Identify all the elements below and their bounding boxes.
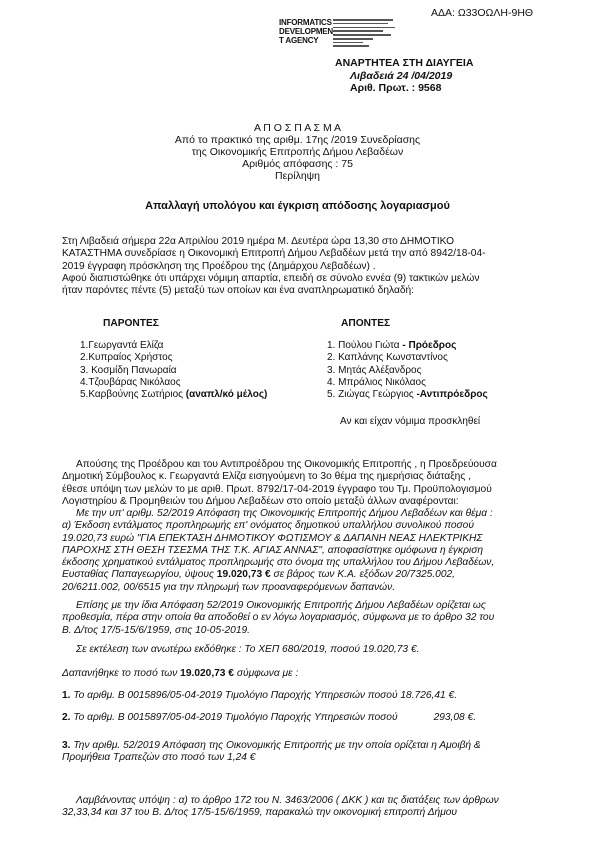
present-member: 2.Κυπραίος Χρήστος: [80, 352, 173, 364]
informatics-development-agency-logo: [279, 18, 399, 56]
final-line: Λαμβάνοντας υπόψη : α) το άρθρο 172 του Ν. 3463/2006 ( ΔΚΚ ) και τις διατάξεις των άρθρων: [76, 795, 499, 806]
extract-title: Α Π Ο Σ Π Α Σ Μ Α: [253, 122, 342, 134]
quote-line: έκδοσης χρηματικού εντάλματος προπληρωμής στο όνομα της υπαλλήλου του Δήμου Λεβαδέων,: [62, 557, 495, 569]
final-paragraph: [62, 795, 538, 820]
vice-president-role: -Αντιπρόεδρος: [413, 389, 488, 401]
absent-member-name: 1. Πούλου Γιώτα: [327, 340, 400, 351]
logo-line-2: DEVELOPMEN: [279, 27, 334, 36]
item-text: Το αριθμ. Β 0015896/05-04-2019 Τιμολόγιο Παροχής Υπηρεσιών ποσού 18.726,41 €.: [73, 690, 458, 701]
quote-line: Με την υπ' αριθμ. 52/2019 Απόφαση της Οικονομικής Επιτροπής Δήμου Λεβαδέων και θέμα :: [76, 508, 493, 519]
intro-paragraph: [62, 236, 538, 297]
publication-heading: ΑΝΑΡΤΗΤΕΑ ΣΤΗ ΔΙΑΥΓΕΙΑ: [335, 57, 474, 69]
present-list: [80, 340, 267, 401]
issued-line: Σε εκτέλεση των ανωτέρω εκδόθηκε : Το ΧΕΠ 680/2019, ποσού 19.020,73 €.: [76, 644, 420, 655]
item-text: Το αριθμ. Β 0015897/05-04-2019 Τιμολόγιο Παροχής Υπηρεσιών ποσού: [73, 712, 398, 723]
absent-member: 4. Μπράλιος Νικόλαος: [327, 376, 426, 388]
present-member: 3. Κοσμίδη Πανωραία: [80, 364, 177, 376]
intro-line: Αφού διαπιστώθηκε ότι υπάρχει νόμιμη απαρτία, επειδή σε σύνολο εννέα (9) τακτικών μελών: [62, 272, 480, 284]
body-line: έθεσε υπόψη των μελών το με αριθ. Πρωτ. 8792/17-04-2019 έγγραφο του Τμ. Προϋπολογισμού: [62, 483, 492, 495]
body-paragraph: [62, 459, 538, 508]
item-3-line: Προμήθεια Τραπεζών στο ποσό των 1,24 €: [62, 752, 256, 764]
item-1: [62, 690, 538, 702]
present-heading: ΠΑΡΟΝΤΕΣ: [103, 318, 159, 329]
spent-amount: 19.020,73 €: [180, 668, 234, 679]
president-role: - Πρόεδρος: [399, 340, 457, 351]
body-line: Απούσης της Προέδρου και του Αντιπροέδρου της Οικονομικής Επιτροπής , η Προεδρεύουσα: [76, 459, 497, 470]
absent-note: Αν και είχαν νόμιμα προσκληθεί: [340, 416, 481, 427]
quote-line: α) Έκδοση εντάλματος προπληρωμής επ' ονόματος δημοτικού υπαλλήλου συνολικού ποσού: [62, 520, 474, 532]
deadline-line: Επίσης με την ίδια Απόφαση 52/2019 Οικονομικής Επιτροπής Δήμου Λεβαδέων ορίζεται ως: [76, 600, 486, 611]
spent-line: [62, 668, 538, 680]
protocol-number: Αριθ. Πρωτ. : 9568: [350, 82, 442, 94]
final-line: 32,33,34 και 37 του Β. Δ/τος 17/5-15/6/1959, παρακαλώ την οικονομική επιτροπή Δήμου: [62, 807, 458, 819]
item-amount: 293,08 €.: [433, 712, 477, 723]
substitute-note: (αναπλ/κό μέλος): [185, 389, 268, 401]
absent-member: 3. Μητάς Αλέξανδρος: [327, 364, 422, 376]
quote-text: Ευσταθίας Παπαγεωργίου, ύψους: [62, 569, 214, 581]
decision-quote: [62, 508, 538, 594]
subject-title: Απαλλαγή υπολόγου και έγκριση απόδοσης λογαριασμού: [145, 200, 450, 212]
item-number: 2.: [62, 712, 71, 723]
item-number: 1.: [62, 690, 71, 701]
quote-text: σε βάρος των Κ.Α. εξόδων 20/7325.002,: [273, 569, 455, 581]
present-member-5: [80, 389, 267, 401]
ada-code: ΑΔΑ: Ω33ΟΩΛΗ-9ΗΘ: [431, 7, 534, 19]
intro-line: ήταν παρόντες πέντε (5) μεταξύ των οποίων και ένα αναπληρωματικό δηλαδή:: [62, 285, 415, 297]
absent-member-5: [327, 389, 488, 401]
quote-line: [62, 569, 538, 581]
deadline-paragraph: [62, 600, 538, 637]
summary-label: Περίληψη: [275, 170, 320, 182]
intro-line: 2019 έγγραφη πρόσκληση της Προέδρου της (Δημάρχου Λεβαδέων) .: [62, 260, 376, 272]
present-member-name: 5.Καρβούνης Σωτήριος: [80, 389, 183, 401]
body-line: Δημοτική Σύμβουλος κ. Γεωργαντά Ελίζα εισηγούμενη το 3ο θέμα της ημερήσιας διάταξης ,: [62, 471, 471, 483]
item-3-line: [62, 740, 538, 752]
item-number: 3.: [62, 740, 71, 751]
logo-line-3: T AGENCY: [279, 36, 319, 45]
decision-number: Αριθμός απόφασης : 75: [242, 158, 353, 170]
quote-line: ΠΑΡΟΧΗΣ ΣΤΗ ΘΕΣΗ ΤΣΕΣΜΑ ΤΗΣ Τ.Κ. ΑΓΙΑΣ ΑΝΝΑΣ", αποφασίστηκε ομόφωνα η έγκριση: [62, 544, 483, 556]
logo-fine-print: [333, 19, 395, 49]
body-line: Λογιστηρίου & Προμηθειών του Δήμου Λεβαδέων στο οποίο μεταξύ άλλων αναφέρονται:: [62, 495, 459, 507]
absent-list: [327, 340, 488, 401]
quote-line: 20/6211.002, 00/6515 για την πληρωμή των προαναφερόμενων δαπανών.: [62, 581, 396, 593]
extract-line-1: Από το πρακτικό της αριθμ. 17ης /2019 Συνεδρίασης: [174, 134, 421, 146]
extract-line-2: της Οικονομικής Επιτροπής Δήμου Λεβαδέων: [191, 146, 404, 158]
absent-member-name: 5. Ζιώγας Γεώργιος: [327, 389, 414, 401]
deadline-line: Β. Δ/τος 17/5-15/6/1959, στις 10-05-2019.: [62, 624, 251, 636]
publication-date: Λιβαδειά 24 /04/2019: [350, 70, 453, 82]
item-3: [62, 740, 538, 765]
quote-line: 19.020,73 ευρώ "ΓΙΑ ΕΠΕΚΤΑΣΗ ΔΗΜΟΤΙΚΟΥ ΦΩΤΙΣΜΟΥ & ΔΑΠΑΝΗ ΝΕΑΣ ΗΛΕΚΤΡΙΚΗΣ: [62, 532, 483, 544]
spent-prefix: Δαπανήθηκε το ποσό των: [62, 668, 178, 679]
intro-line: Στη Λιβαδειά σήμερα 22α Απριλίου 2019 ημέρα Μ. Δευτέρα ώρα 13,30 στο ΔΗΜΟΤΙΚΟ: [62, 236, 455, 247]
item-text: Την αριθμ. 52/2019 Απόφαση της Οικονομικής Επιτροπής με την οποία ορίζεται η Αμοιβή &: [73, 740, 481, 751]
quote-amount: 19.020,73 €: [216, 569, 271, 581]
item-2: [62, 712, 538, 724]
deadline-line: προθεσμία, πέρα στην οποία θα αποδοθεί ο εν λόγω λογαριασμός, σύμφωνα με το άρθρο 32 του: [62, 612, 495, 624]
intro-line: ΚΑΤΑΣΤΗΜΑ συνεδρίασε η Οικονομική Επιτροπή Δήμου Λεβαδέων μετά την από 8942/18-04-: [62, 248, 486, 260]
logo-line-1: INFORMATICS: [279, 18, 332, 27]
absent-member: 2. Καπλάνης Κωνσταντίνος: [327, 352, 448, 364]
present-member: 4.Τζουβάρας Νικόλαος: [80, 376, 181, 388]
spent-suffix: σύμφωνα με :: [236, 668, 299, 679]
absent-heading: ΑΠΟΝΤΕΣ: [341, 318, 391, 329]
absent-member-1: [327, 340, 488, 352]
present-member: 1.Γεωργαντά Ελίζα: [80, 340, 164, 351]
